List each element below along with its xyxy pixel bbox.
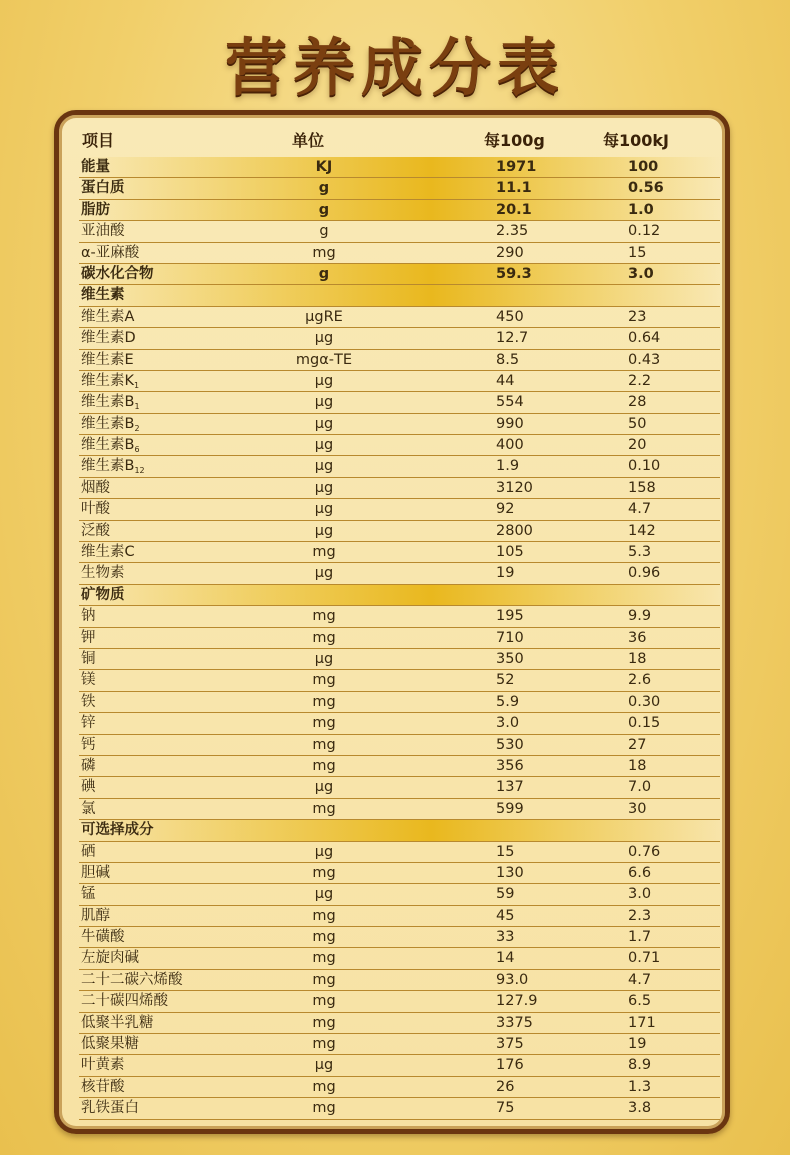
per100g-cell: 130 — [496, 864, 524, 881]
nutrient-name-text: 泛酸 — [81, 522, 110, 539]
unit-cell: μg — [314, 458, 334, 475]
nutrient-name — [81, 542, 135, 563]
unit-cell: mg — [312, 993, 336, 1010]
nutrient-name-text: 亚油酸 — [81, 223, 125, 240]
per100g-cell: 2800 — [496, 522, 533, 539]
table-row — [79, 884, 720, 905]
header-per100kj: 每100kJ — [603, 131, 669, 150]
nutrient-name — [81, 735, 96, 756]
nutrient-name-text: α-亚麻酸 — [81, 244, 140, 261]
per100kj-cell: 8.9 — [628, 1057, 652, 1074]
nutrient-name-text: 二十碳四烯酸 — [81, 993, 168, 1010]
nutrient-name — [81, 307, 134, 328]
table-row — [79, 1077, 720, 1098]
nutrient-name-text: 维生素C — [81, 544, 135, 561]
table-row — [79, 563, 720, 584]
per100kj-cell: 0.96 — [628, 565, 661, 582]
per100g-cell: 195 — [496, 608, 524, 625]
per100kj-cell: 4.7 — [628, 971, 652, 988]
unit-cell: mg — [312, 1014, 336, 1031]
section-row — [79, 820, 720, 841]
nutrient-name-text: 乳铁蛋白 — [81, 1100, 139, 1117]
unit-cell: μgRE — [305, 308, 343, 325]
per100g-cell: 33 — [496, 929, 515, 946]
nutrient-name — [81, 521, 110, 542]
table-row — [79, 606, 720, 627]
unit-cell: μg — [314, 843, 334, 860]
nutrient-name-text: 维生素B — [81, 394, 135, 411]
per100kj-cell: 0.43 — [628, 351, 661, 368]
nutrient-name — [81, 884, 96, 905]
nutrient-name-text: 维生素K — [81, 372, 135, 389]
table-row — [79, 221, 720, 242]
nutrient-name — [81, 585, 125, 606]
table-row — [79, 435, 720, 456]
unit-cell: mg — [312, 672, 336, 689]
nutrient-name — [81, 157, 110, 178]
per100kj-cell: 0.56 — [628, 180, 664, 197]
section-row — [79, 264, 720, 285]
per100kj-cell: 0.12 — [628, 223, 661, 240]
per100g-cell: 5.9 — [496, 693, 520, 710]
nutrient-name — [81, 649, 96, 670]
unit-cell: μg — [314, 330, 334, 347]
table-row — [79, 863, 720, 884]
section-row — [79, 200, 720, 221]
header-per100g: 每100g — [484, 131, 545, 150]
per100g-cell: 20.1 — [496, 201, 532, 218]
per100g-cell: 1.9 — [496, 458, 520, 475]
table-row — [79, 991, 720, 1012]
nutrient-name-text: 肌醇 — [81, 907, 110, 924]
table-row — [79, 521, 720, 542]
per100kj-cell: 3.0 — [628, 265, 654, 282]
unit-cell: μg — [314, 479, 334, 496]
nutrient-name-text: 叶黄素 — [81, 1057, 125, 1074]
unit-cell: mg — [312, 800, 336, 817]
nutrient-name-text: 能量 — [81, 159, 110, 175]
unit-cell: mg — [312, 244, 336, 261]
table-row — [79, 756, 720, 777]
table-row — [79, 649, 720, 670]
per100g-cell: 350 — [496, 650, 524, 667]
table-row — [79, 243, 720, 264]
table-row — [79, 1055, 720, 1076]
nutrient-name-text: 铜 — [81, 650, 96, 667]
nutrient-name-text: 碘 — [81, 779, 96, 796]
per100kj-cell: 5.3 — [628, 544, 652, 561]
per100kj-cell: 18 — [628, 757, 647, 774]
per100kj-cell: 158 — [628, 479, 656, 496]
per100kj-cell: 4.7 — [628, 501, 652, 518]
per100kj-cell: 171 — [628, 1014, 656, 1031]
unit-cell: mg — [312, 629, 336, 646]
unit-cell: μg — [314, 394, 334, 411]
page-title: 营养成分表 — [224, 31, 565, 104]
per100g-cell: 3375 — [496, 1014, 533, 1031]
unit-cell: mg — [312, 1036, 336, 1053]
table-row — [79, 371, 720, 392]
nutrient-name-text: 低聚半乳糖 — [81, 1014, 154, 1031]
table-row — [79, 927, 720, 948]
per100kj-cell: 1.3 — [628, 1078, 652, 1095]
unit-cell: g — [318, 201, 330, 218]
per100kj-cell: 6.6 — [628, 864, 652, 881]
nutrient-name-text: 维生素 — [81, 287, 125, 304]
unit-cell: mg — [312, 693, 336, 710]
nutrient-name — [81, 670, 96, 691]
table-row — [79, 970, 720, 991]
unit-cell: μg — [314, 437, 334, 454]
nutrient-name-text: 钾 — [81, 629, 96, 646]
nutrient-name-text: 维生素E — [81, 351, 134, 368]
unit-cell: mg — [312, 929, 336, 946]
per100g-cell: 710 — [496, 629, 524, 646]
unit-cell: mg — [312, 907, 336, 924]
table-row — [79, 328, 720, 349]
nutrient-name — [81, 1055, 125, 1076]
per100kj-cell: 7.0 — [628, 779, 652, 796]
nutrient-name — [81, 478, 110, 499]
per100kj-cell: 142 — [628, 522, 656, 539]
per100kj-cell: 100 — [628, 159, 659, 175]
nutrient-name — [81, 906, 110, 927]
per100kj-cell: 2.2 — [628, 372, 652, 389]
nutrient-subscript: 6 — [134, 445, 140, 455]
nutrient-name-text: 胆碱 — [81, 864, 110, 881]
per100g-cell: 1971 — [496, 159, 537, 175]
nutrient-name-text: 维生素B — [81, 415, 135, 432]
header-unit: 单位 — [292, 131, 325, 150]
per100g-cell: 3120 — [496, 479, 533, 496]
unit-cell: μg — [314, 886, 334, 903]
per100g-cell: 92 — [496, 501, 515, 518]
nutrient-name-text: 维生素B — [81, 437, 135, 454]
nutrient-name — [81, 264, 154, 285]
nutrient-name — [81, 628, 96, 649]
per100g-cell: 290 — [496, 244, 524, 261]
nutrient-name-text: 钙 — [81, 736, 96, 753]
nutrient-name — [81, 1098, 139, 1119]
nutrient-name — [81, 1013, 154, 1034]
per100kj-cell: 0.76 — [628, 843, 661, 860]
nutrient-name-text: 二十二碳六烯酸 — [81, 971, 183, 988]
per100g-cell: 554 — [496, 394, 524, 411]
per100g-cell: 19 — [496, 565, 515, 582]
nutrient-name-text: 钠 — [81, 608, 96, 625]
per100kj-cell: 30 — [628, 800, 647, 817]
unit-cell: mg — [312, 971, 336, 988]
nutrient-name-text: 维生素D — [81, 330, 136, 347]
table-row — [79, 692, 720, 713]
unit-cell: μg — [314, 522, 334, 539]
nutrient-name-text: 氯 — [81, 800, 96, 817]
per100g-cell: 45 — [496, 907, 515, 924]
nutrient-name — [81, 970, 183, 991]
header-item: 项目 — [82, 131, 115, 150]
unit-cell: mg — [312, 715, 336, 732]
per100g-cell: 14 — [496, 950, 515, 967]
table-row — [79, 542, 720, 563]
section-row — [79, 585, 720, 606]
table-row — [79, 1013, 720, 1034]
nutrient-name — [81, 350, 134, 371]
nutrient-name-text: 蛋白质 — [81, 180, 125, 197]
nutrient-name — [81, 178, 125, 199]
nutrient-name — [81, 1034, 139, 1055]
per100g-cell: 450 — [496, 308, 524, 325]
unit-cell: μg — [314, 1057, 334, 1074]
unit-cell: mg — [312, 950, 336, 967]
table-row — [79, 350, 720, 371]
table-row — [79, 478, 720, 499]
nutrient-name-text: 叶酸 — [81, 501, 110, 518]
per100kj-cell: 15 — [628, 244, 647, 261]
unit-cell: μg — [314, 779, 334, 796]
nutrient-name-text: 脂肪 — [81, 201, 110, 218]
table-row — [79, 948, 720, 969]
unit-cell: mg — [312, 1078, 336, 1095]
nutrient-name-text: 烟酸 — [81, 479, 110, 496]
per100kj-cell: 23 — [628, 308, 647, 325]
nutrient-name — [81, 221, 125, 242]
nutrient-name-text: 左旋肉碱 — [81, 950, 139, 967]
unit-cell: g — [319, 223, 329, 240]
table-row — [79, 713, 720, 734]
table-row — [79, 456, 720, 477]
per100g-cell: 137 — [496, 779, 524, 796]
table-row — [79, 670, 720, 691]
per100kj-cell: 3.0 — [628, 886, 652, 903]
nutrient-subscript: 1 — [134, 402, 140, 412]
unit-cell: mgα-TE — [295, 351, 353, 368]
nutrient-name — [81, 243, 139, 264]
per100kj-cell: 50 — [628, 415, 647, 432]
section-row — [79, 285, 720, 306]
per100g-cell: 11.1 — [496, 180, 532, 197]
per100g-cell: 356 — [496, 757, 524, 774]
unit-cell: mg — [312, 736, 336, 753]
per100kj-cell: 3.8 — [628, 1100, 652, 1117]
table-row — [79, 777, 720, 798]
per100g-cell: 127.9 — [496, 993, 538, 1010]
per100kj-cell: 27 — [628, 736, 647, 753]
per100kj-cell: 6.5 — [628, 993, 652, 1010]
nutrient-name-text: 核苷酸 — [81, 1078, 125, 1095]
table-row — [79, 842, 720, 863]
unit-cell: g — [318, 180, 330, 197]
nutrient-name — [81, 1077, 125, 1098]
nutrient-name — [81, 927, 125, 948]
nutrient-name — [81, 756, 96, 777]
table-row — [79, 499, 720, 520]
per100g-cell: 52 — [496, 672, 515, 689]
table-row — [79, 628, 720, 649]
nutrient-name — [81, 991, 168, 1012]
per100kj-cell: 0.64 — [628, 330, 661, 347]
unit-cell: g — [318, 265, 330, 282]
per100g-cell: 2.35 — [496, 223, 529, 240]
per100g-cell: 990 — [496, 415, 524, 432]
per100g-cell: 400 — [496, 437, 524, 454]
per100g-cell: 105 — [496, 544, 524, 561]
per100g-cell: 530 — [496, 736, 524, 753]
table-row — [79, 906, 720, 927]
unit-cell: μg — [314, 565, 334, 582]
nutrient-subscript: 2 — [134, 423, 140, 433]
nutrient-name-text: 锰 — [81, 886, 96, 903]
unit-cell: mg — [312, 757, 336, 774]
nutrient-name-text: 可选择成分 — [81, 822, 154, 839]
nutrient-name-text: 碳水化合物 — [81, 265, 154, 282]
nutrient-name — [81, 285, 125, 306]
per100g-cell: 44 — [496, 372, 515, 389]
per100kj-cell: 2.6 — [628, 672, 652, 689]
nutrient-name-text: 铁 — [81, 693, 96, 710]
unit-cell: mg — [312, 1100, 336, 1117]
table-row — [79, 307, 720, 328]
per100g-cell: 93.0 — [496, 971, 529, 988]
table-row — [79, 414, 720, 435]
per100kj-cell: 20 — [628, 437, 647, 454]
nutrient-name — [81, 563, 125, 584]
nutrient-name-text: 磷 — [81, 757, 96, 774]
nutrient-name — [81, 200, 110, 221]
nutrient-name-text: 生物素 — [81, 565, 125, 582]
nutrient-name — [81, 328, 136, 349]
per100g-cell: 59.3 — [496, 265, 532, 282]
table-row — [79, 1098, 720, 1119]
per100g-cell: 12.7 — [496, 330, 529, 347]
per100g-cell: 176 — [496, 1057, 524, 1074]
nutrient-name — [81, 692, 96, 713]
per100kj-cell: 1.0 — [628, 201, 654, 218]
per100kj-cell: 28 — [628, 394, 647, 411]
nutrient-name-text: 镁 — [81, 672, 96, 689]
nutrient-name-text: 维生素A — [81, 308, 135, 325]
table-row — [79, 735, 720, 756]
nutrient-name — [81, 863, 110, 884]
nutrient-name-text: 硒 — [81, 843, 96, 860]
per100kj-cell: 2.3 — [628, 907, 652, 924]
section-row — [79, 157, 720, 178]
per100kj-cell: 0.30 — [628, 693, 661, 710]
unit-cell: μg — [314, 372, 334, 389]
unit-cell: μg — [314, 650, 334, 667]
unit-cell: μg — [314, 501, 334, 518]
per100kj-cell: 19 — [628, 1036, 647, 1053]
table-row — [79, 392, 720, 413]
per100g-cell: 375 — [496, 1036, 524, 1053]
per100g-cell: 15 — [496, 843, 515, 860]
per100g-cell: 26 — [496, 1078, 515, 1095]
per100g-cell: 3.0 — [496, 715, 520, 732]
nutrient-name-text: 矿物质 — [81, 586, 125, 603]
per100kj-cell: 0.15 — [628, 715, 661, 732]
nutrient-name-text: 低聚果糖 — [81, 1036, 139, 1053]
nutrient-name — [81, 606, 96, 627]
table-row — [79, 1034, 720, 1055]
section-row — [79, 178, 720, 199]
per100g-cell: 59 — [496, 886, 515, 903]
nutrient-name — [81, 948, 139, 969]
per100kj-cell: 0.10 — [628, 458, 661, 475]
unit-cell: mg — [312, 544, 336, 561]
unit-cell: KJ — [315, 159, 333, 175]
nutrient-subscript: 12 — [134, 466, 145, 476]
nutrient-name — [81, 820, 154, 841]
nutrient-name-text: 锌 — [81, 715, 96, 732]
nutrient-name — [81, 713, 96, 734]
per100g-cell: 8.5 — [496, 351, 520, 368]
nutrient-name-text: 维生素B — [81, 458, 135, 475]
per100kj-cell: 18 — [628, 650, 647, 667]
nutrient-name — [81, 777, 96, 798]
unit-cell: mg — [312, 608, 336, 625]
nutrient-name — [81, 499, 110, 520]
per100kj-cell: 0.71 — [628, 950, 661, 967]
nutrient-subscript: 1 — [134, 380, 140, 390]
table-row — [79, 799, 720, 820]
unit-cell: μg — [314, 415, 334, 432]
nutrition-table — [79, 157, 720, 1120]
nutrient-name — [81, 842, 96, 863]
per100g-cell: 599 — [496, 800, 524, 817]
per100kj-cell: 36 — [628, 629, 647, 646]
nutrient-name-text: 牛磺酸 — [81, 929, 125, 946]
per100g-cell: 75 — [496, 1100, 515, 1117]
nutrient-name — [81, 799, 96, 820]
table-header — [26, 128, 722, 154]
unit-cell: mg — [312, 864, 336, 881]
per100kj-cell: 1.7 — [628, 929, 652, 946]
per100kj-cell: 9.9 — [628, 608, 652, 625]
